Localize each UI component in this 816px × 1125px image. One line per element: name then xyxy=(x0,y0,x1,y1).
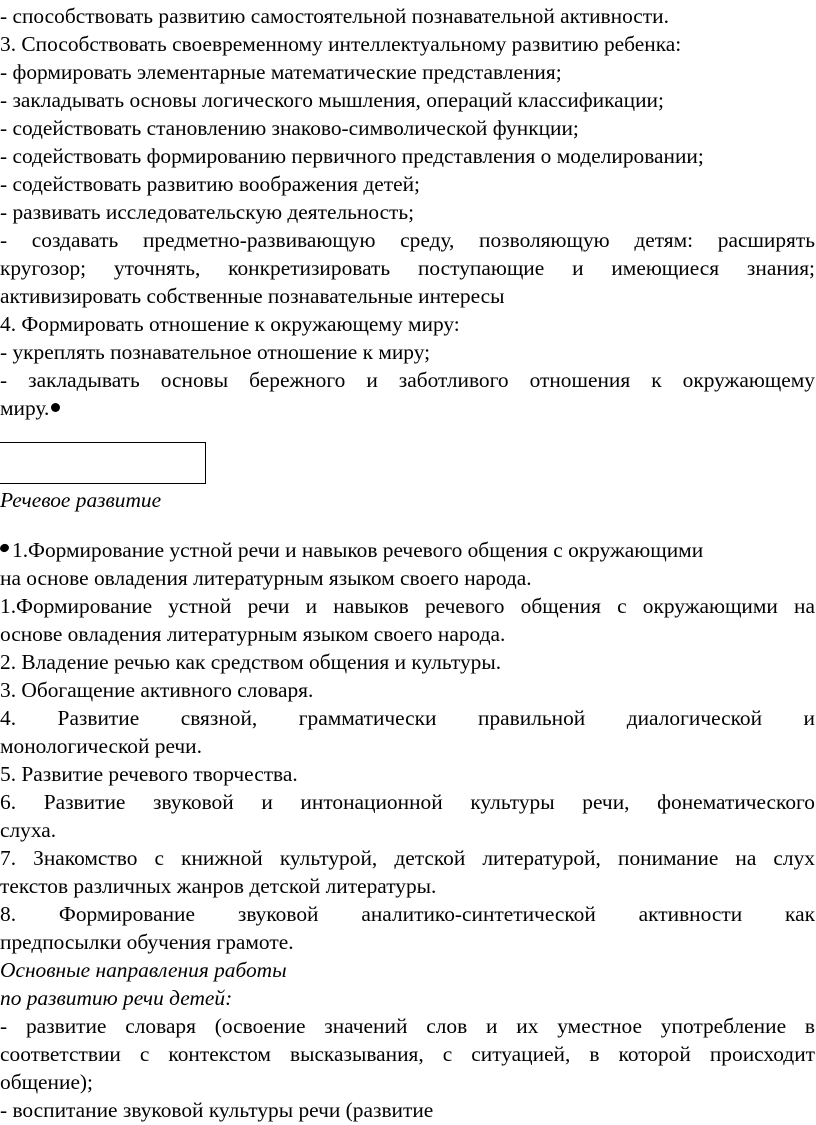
text-line: - создавать предметно-развивающую среду, позволяющую детям: расширять xyxy=(0,228,815,252)
text-line: 3. Обогащение активного словаря. xyxy=(0,678,314,702)
text-line: основе овладения литературным языком своего народа. xyxy=(0,622,506,646)
text-line: кругозор; уточнять, конкретизировать поступающие и имеющиеся знания; xyxy=(0,256,815,280)
text-fragment: 1.Формирование устной речи и навыков речевого общения с окружающими xyxy=(12,538,704,562)
empty-frame xyxy=(0,442,206,484)
text-line: слуха. xyxy=(0,818,57,842)
text-line: предпосылки обучения грамоте. xyxy=(0,930,294,954)
bullet-icon xyxy=(51,403,60,412)
text-line: монологической речи. xyxy=(0,734,202,758)
text-line: 3. Способствовать своевременному интеллектуальному развитию ребенка: xyxy=(0,32,682,56)
section-heading: Основные направления работы xyxy=(0,958,287,982)
text-line: - способствовать развитию самостоятельной познавательной активности. xyxy=(0,4,669,28)
text-line: - воспитание звуковой культуры речи (развитие xyxy=(0,1098,434,1122)
section-heading: Речевое развитие xyxy=(0,488,162,512)
text-line: - содействовать формированию первичного представления о моделировании; xyxy=(0,144,704,168)
text-line: 4. Формировать отношение к окружающему миру: xyxy=(0,312,460,336)
text-line: - содействовать развитию воображения детей; xyxy=(0,172,420,196)
text-fragment: миру. xyxy=(0,396,50,420)
text-line: 2. Владение речью как средством общения и культуры. xyxy=(0,650,502,674)
text-line: общение); xyxy=(0,1070,93,1094)
text-line: - содействовать становлению знаково-символической функции; xyxy=(0,116,579,140)
text-line: 4. Развитие связной, грамматически правильной диалогической и xyxy=(0,706,815,730)
text-line: 5. Развитие речевого творчества. xyxy=(0,762,298,786)
text-line: - укреплять познавательное отношение к миру; xyxy=(0,340,431,364)
text-line: - развитие словаря (освоение значений слов и их уместное употребление в xyxy=(0,1014,815,1038)
text-line-with-bullet xyxy=(0,536,815,564)
text-line: 6. Развитие звуковой и интонационной культуры речи, фонематического xyxy=(0,790,815,814)
text-line: 1.Формирование устной речи и навыков речевого общения с окружающими на xyxy=(0,594,815,618)
text-line: активизировать собственные познавательные интересы xyxy=(0,284,505,308)
text-line: на основе овладения литературным языком своего народа. xyxy=(0,566,532,590)
text-line-with-bullet xyxy=(0,394,815,422)
text-line: 7. Знакомство с книжной культурой, детской литературой, понимание на слух xyxy=(0,846,815,870)
text-line: - закладывать основы логического мышления, операций классификации; xyxy=(0,88,664,112)
text-line: соответствии с контекстом высказывания, с ситуацией, в которой происходит xyxy=(0,1042,815,1066)
text-line: текстов различных жанров детской литературы. xyxy=(0,874,437,898)
section-heading: по развитию речи детей: xyxy=(0,986,233,1010)
text-line: - закладывать основы бережного и заботливого отношения к окружающему xyxy=(0,368,815,392)
bullet-icon xyxy=(0,542,10,553)
text-line: - формировать элементарные математические представления; xyxy=(0,60,562,84)
text-line: 8. Формирование звуковой аналитико-синтетической активности как xyxy=(0,902,815,926)
text-line: - развивать исследовательскую деятельность; xyxy=(0,200,415,224)
